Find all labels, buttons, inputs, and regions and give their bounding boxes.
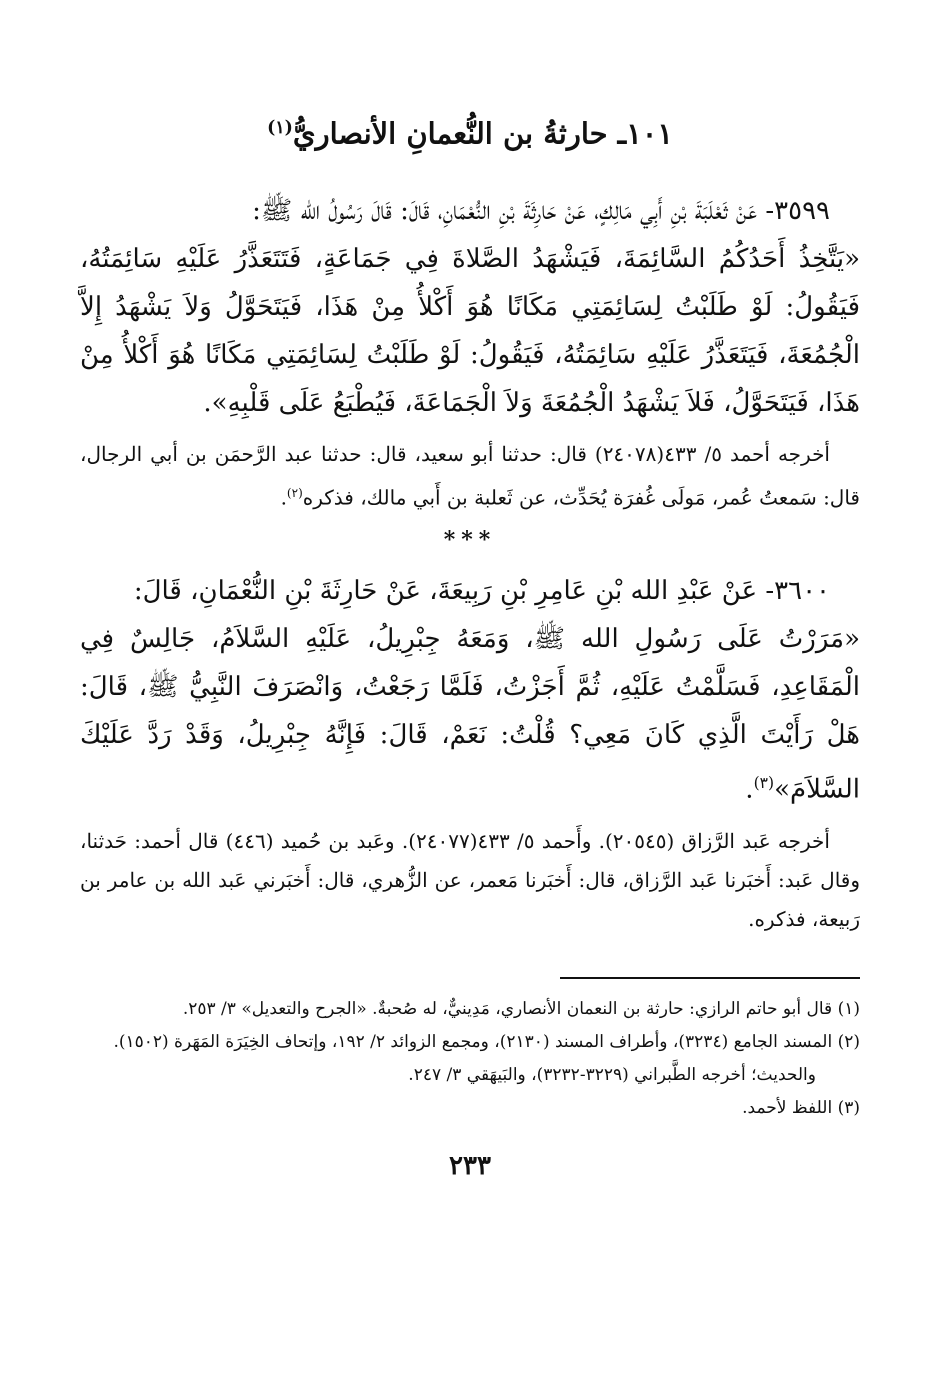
matn-text: «مَرَرْتُ عَلَى رَسُولِ الله ﷺ، وَمَعَهُ جِبْرِيلُ، عَلَيْهِ السَّلاَمُ، جَالِسٌ فِي الْمَقَاعِدِ، فَسَلَّمْتُ عَلَيْهِ، ثُمَّ أَجَزْتُ، فَلَمَّا رَجَعْتُ، وَانْصَرَفَ النَّبِيُّ ﷺ، قَالَ: هَلْ رَأَيْتَ الَّذِي كَانَ مَعِي؟ قُلْتُ: نَعَمْ، قَالَ: فَإِنَّهُ جِبْرِيلُ، وَقَدْ رَدَّ عَلَيْكَ السَّلاَمَ»	[80, 624, 860, 805]
book-page	[80, 105, 860, 1386]
hadith-matn: «يَتَّخِذُ أَحَدُكُمُ السَّائِمَةَ، فَيَشْهَدُ الصَّلاةَ فِي جَمَاعَةٍ، فَتَتَعَذَّرُ عَلَيْهِ سَائِمَتُهُ، فَيَقُولُ: لَوْ طَلَبْتُ لِسَائِمَتِي مَكَانًا هُوَ أَكْلأُ مِنْ هَذَا، فَيَتَحَوَّلُ وَلاَ يَشْهَدُ إِلاَّ الْجُمُعَةَ، فَيَتَعَذَّرُ عَلَيْهِ سَائِمَتُهُ، فَيَقُولُ: لَوْ طَلَبْتُ لِسَائِمَتِي مَكَانًا هُوَ أَكْلأُ مِنْ هَذَا، فَيَتَحَوَّلُ، فَلاَ يَشْهَدُ الْجُمُعَةَ وَلاَ الْجَمَاعَةَ، فَيُطْبَعُ عَلَى قَلْبِهِ».	[80, 243, 861, 418]
takhrij-text: أخرجه أحمد ٥/ ٤٣٣(٢٤٠٧٨) قال: حدثنا أبو سعيد، قال: حدثنا عبد الرَّحمَن بن أبي الرجال، قال: سَمعتُ عُمر، مَولَى غُفرَة يُحَدِّث، عن ثَعلبة بن أَبي مالك، فذكره	[80, 441, 860, 510]
footnote-marker: (٢)	[286, 485, 303, 500]
hadith-3599	[80, 187, 860, 518]
hadith-isnad: ٣٥٩٩- عَنْ ثَعْلَبَةَ بْنِ أَبِي مَالِكٍ، عَنْ حَارِثَةَ بْنِ النُّعْمَانِ، قَالَ: قَالَ رَسُولُ الله ﷺ:	[252, 195, 830, 226]
hadith-takhrij: أخرجه عَبد الرَّزاق (٢٠٥٤٥). وأَحمد ٥/ ٤٣٣(٢٤٠٧٧). وعَبد بن حُميد (٤٤٦) قال أحمد: حَدثنا، وقال عَبد: أَخبَرنا عَبد الرَّزاق، قال: أَخبَرنا مَعمر، عن الزُّهري، قال: أَخبَرني عَبد الله بن عامر بن رَبيعة، فذكره.	[80, 828, 860, 931]
hadith-takhrij	[80, 435, 860, 518]
footnotes	[80, 993, 860, 1125]
footnote-divider	[560, 977, 860, 979]
footnote-marker: (٣)	[753, 774, 775, 793]
footnote-2: (٢) المسند الجامع (٣٢٣٤)، وأطراف المسند (٢١٣٠)، ومجمع الزوائد ٢/ ١٩٢، وإتحاف الخِيَرَة المَهَرة (١٥٠٢).	[113, 1031, 860, 1052]
page-number: ٢٣٣	[449, 1150, 491, 1181]
section-separator: ***	[443, 527, 497, 554]
hadith-isnad: ٣٦٠٠- عَنْ عَبْدِ الله بْنِ عَامِرِ بْنِ رَبِيعَةَ، عَنْ حَارِثَةَ بْنِ النُّعْمَانِ، قَالَ:	[133, 576, 830, 607]
footnote-1: (١) قال أبو حاتم الرازي: حارثة بن النعمان الأنصاري، مَدِينيٌّ، له صُحبةٌ. «الجرح والتعديل» ٣/ ٢٥٣.	[182, 998, 860, 1019]
chapter-title	[80, 105, 860, 157]
footnote-3: (٣) اللفظ لأحمد.	[742, 1097, 860, 1118]
matn-end: .	[745, 774, 754, 805]
chapter-title-text: ١٠١ـ حارثةُ بن النُّعمانِ الأنصاريُّ	[292, 116, 673, 151]
footnote-2-continued: والحديث؛ أخرجه الطَّبراني (٣٢٢٩-٣٢٣٢)، والبَيهَقي ٣/ ٢٤٧.	[408, 1064, 816, 1085]
hadith-3600	[80, 567, 860, 939]
takhrij-end: .	[280, 485, 287, 510]
hadith-matn	[80, 615, 860, 814]
footnote-marker: (١)	[267, 118, 293, 138]
